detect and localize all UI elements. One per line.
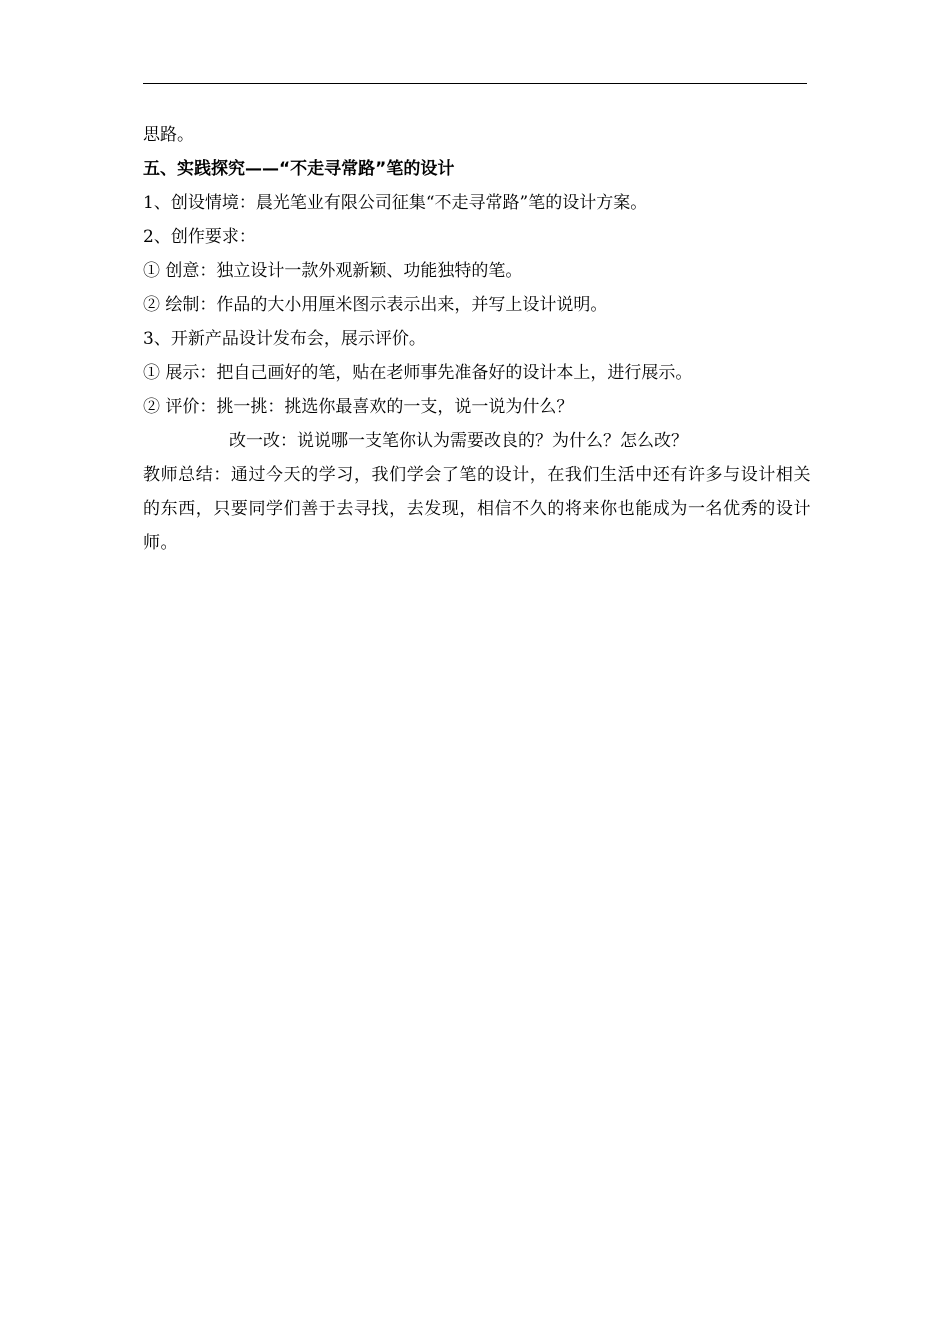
document-body (143, 118, 811, 560)
text-line: 1、创设情境：晨光笔业有限公司征集“不走寻常路”笔的设计方案。 (143, 193, 648, 213)
section-heading: 五、实践探究——“不走寻常路”笔的设计 (143, 159, 455, 179)
text-line: 思路。 (143, 125, 194, 145)
list-item: ① 创意：独立设计一款外观新颖、功能独特的笔。 (143, 261, 523, 281)
list-item-continuation: 改一改：说说哪一支笔你认为需要改良的？为什么？怎么改？ (229, 431, 688, 451)
summary-paragraph: 教师总结：通过今天的学习，我们学会了笔的设计，在我们生活中还有许多与设计相关的东西，只要同学们善于去寻找，去发现，相信不久的将来你也能成为一名优秀的设计师。 (143, 465, 811, 553)
list-item: ② 绘制：作品的大小用厘米图示表示出来，并写上设计说明。 (143, 295, 608, 315)
header-rule (143, 83, 807, 84)
text-line: 3、开新产品设计发布会，展示评价。 (143, 329, 426, 349)
list-item: ① 展示：把自己画好的笔，贴在老师事先准备好的设计本上，进行展示。 (143, 363, 693, 383)
text-line: 2、创作要求： (143, 227, 256, 247)
list-item: ② 评价：挑一挑：挑选你最喜欢的一支，说一说为什么？ (143, 397, 574, 417)
